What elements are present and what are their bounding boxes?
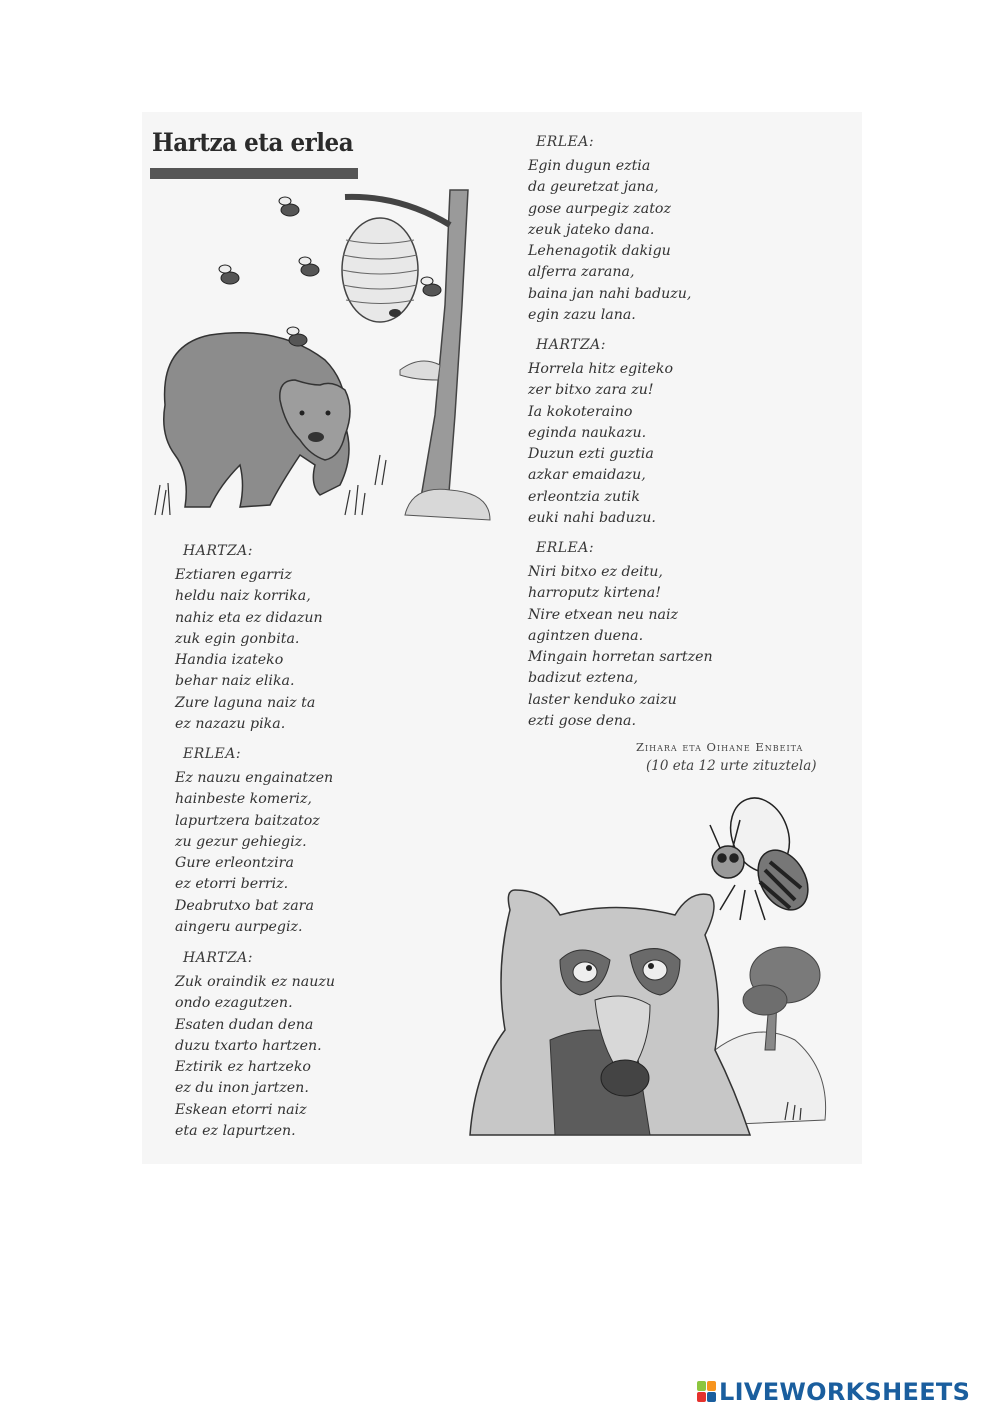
verse-line: Zure laguna naiz ta (175, 694, 316, 711)
verse-line: erleontzia zutik (528, 488, 640, 505)
verse-line: alferra zarana, (528, 264, 635, 281)
stanza-3 (175, 950, 335, 1142)
verse-line: Deabrutxo bat zara (175, 897, 314, 914)
stanza-speaker: ERLEA: (183, 746, 242, 762)
verse-line: eginda naukazu. (528, 424, 647, 441)
verse-line: Eztiaren egarriz (175, 567, 292, 583)
stanza-speaker: ERLEA: (536, 134, 595, 150)
verse-line: zeuk jateko dana. (528, 221, 655, 238)
verse-line: heldu naiz korrika, (175, 588, 311, 605)
verse-line: gose aurpegiz zatoz (528, 200, 671, 217)
verse-line: azkar emaidazu, (528, 467, 646, 484)
verse-line: Nire etxean neu naiz (528, 606, 679, 623)
verse-line: harroputz kirtena! (528, 585, 661, 602)
bear-face-bee-illustration (465, 790, 835, 1150)
verse-line: eta ez lapurtzen. (175, 1123, 296, 1140)
verse-line: Duzun ezti guztia (528, 446, 654, 463)
verse-line: laster kenduko zaizu (528, 691, 677, 708)
bear-tree-beehive-illustration (150, 185, 500, 535)
verse-line: Eztirik ez hartzeko (175, 1059, 311, 1076)
verse-line: Egin dugun eztia (528, 158, 651, 174)
verse-line: ondo ezagutzen. (175, 995, 293, 1012)
verse-line: Handia izateko (175, 652, 284, 669)
stanza-5 (528, 337, 673, 529)
verse-line: ez du inon jartzen. (175, 1080, 309, 1097)
verse-line: Eskean etorri naiz (175, 1101, 307, 1118)
verse-line: ezti gose dena. (528, 713, 637, 730)
stanza-speaker: HARTZA: (183, 950, 254, 966)
liveworksheets-logo-icon (697, 1381, 717, 1403)
liveworksheets-logo[interactable] (697, 1378, 970, 1406)
verse-line: egin zazu lana. (528, 307, 636, 324)
verse-line: Gure erleontzira (175, 855, 294, 872)
verse-line: ez etorri berriz. (175, 876, 289, 893)
author-credit: Zihara eta Oihane Enbeita (636, 740, 804, 754)
verse-line: euki nahi baduzu. (528, 510, 656, 527)
verse-line: zer bitxo zara zu! (528, 382, 654, 399)
verse-line: aingeru aurpegiz. (175, 919, 303, 936)
verse-line: Ia kokoteraino (528, 403, 633, 420)
page-title: Hartza eta erlea (152, 128, 354, 157)
verse-line: duzu txarto hartzen. (175, 1037, 322, 1054)
verse-line: nahiz eta ez didazun (175, 609, 323, 626)
verse-line: Horrela hitz egiteko (528, 361, 673, 377)
verse-line: behar naiz elika. (175, 673, 295, 690)
stanza-4 (528, 134, 691, 326)
stanza-1 (175, 543, 323, 735)
verse-line: Lehenagotik dakigu (528, 243, 671, 260)
verse-line: lapurtzera baitzatoz (175, 812, 320, 829)
verse-line: badizut eztena, (528, 670, 639, 687)
verse-line: agintzen duena. (528, 627, 644, 644)
bee-icon (710, 790, 818, 920)
title-underline (150, 168, 358, 179)
stanza-6 (528, 540, 713, 732)
verse-line: hainbeste komeriz, (175, 791, 312, 808)
verse-line: zu gezur gehiegiz. (175, 833, 307, 850)
verse-line: Niri bitxo ez deitu, (528, 564, 663, 580)
verse-line: da geuretzat jana, (528, 179, 659, 196)
stanza-2 (175, 746, 333, 938)
stanza-speaker: HARTZA: (183, 543, 254, 559)
stanza-speaker: ERLEA: (536, 540, 595, 556)
verse-line: zuk egin gonbita. (175, 630, 300, 647)
verse-line: Zuk oraindik ez nauzu (175, 974, 336, 990)
author-note: (10 eta 12 urte zituztela) (646, 758, 817, 774)
logo-text: LIVEWORKSHEETS (719, 1378, 971, 1406)
stanza-speaker: HARTZA: (536, 337, 607, 353)
verse-line: baina jan nahi baduzu, (528, 285, 692, 302)
verse-line: Ez nauzu engainatzen (175, 770, 334, 786)
verse-line: ez nazazu pika. (175, 716, 286, 733)
verse-line: Esaten dudan dena (175, 1016, 314, 1033)
verse-line: Mingain horretan sartzen (528, 649, 713, 666)
